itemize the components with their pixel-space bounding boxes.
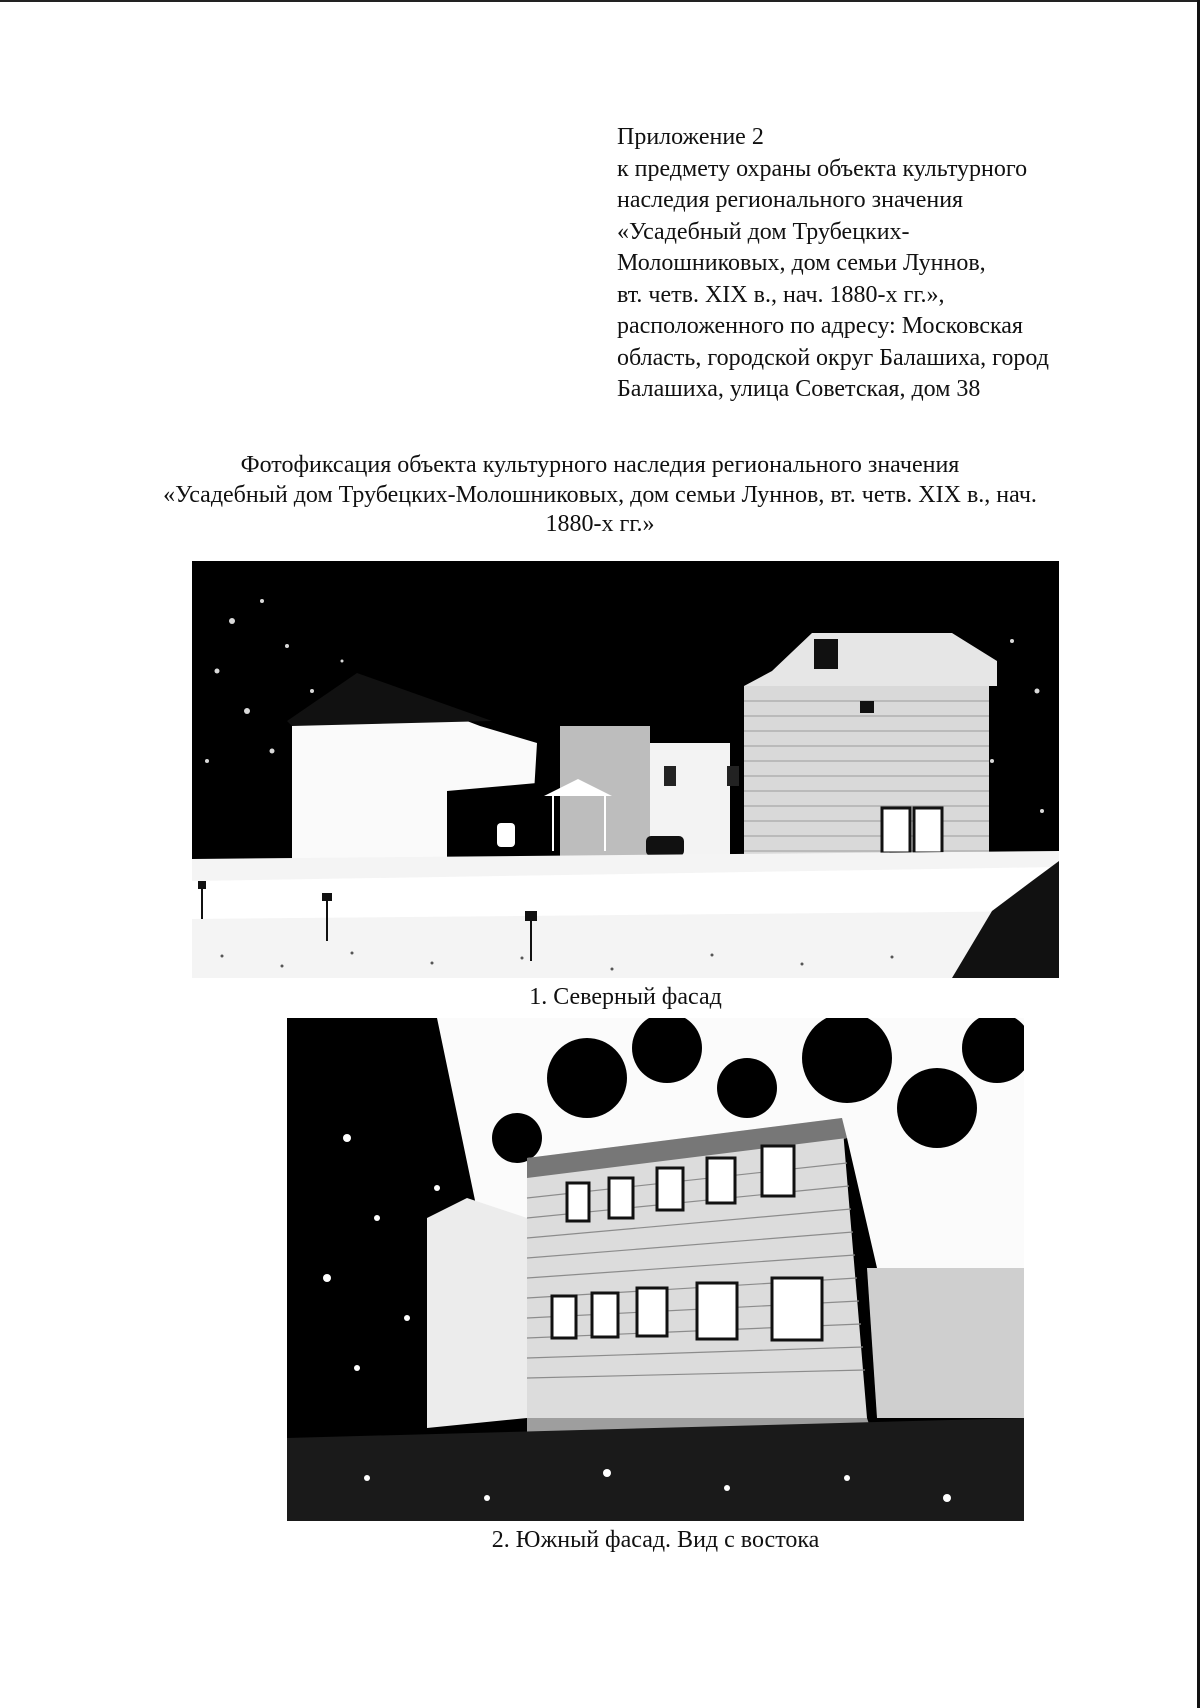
photo-caption-1: 1. Северный фасад <box>529 984 722 1010</box>
heading-line: Фотофиксация объекта культурного наследия регионального значения <box>240 452 960 478</box>
appendix-line: «Усадебный дом Трубецких- <box>617 218 910 245</box>
appendix-line: Молошниковых, дом семьи Луннов, <box>617 250 986 276</box>
appendix-line: область, городской округ Балашиха, город <box>617 344 1049 371</box>
appendix-line: расположенного по адресу: Московская <box>617 313 1023 339</box>
appendix-line: наследия регионального значения <box>617 187 964 213</box>
photo-caption-2: 2. Южный фасад. Вид с востока <box>491 1527 820 1553</box>
document-heading <box>80 451 1120 540</box>
scan-edge-top <box>0 0 1200 2</box>
appendix-block <box>617 122 1177 406</box>
heading-line: «Усадебный дом Трубецких-Молошниковых, дом семьи Луннов, вт. четв. XIX в., нач. <box>163 481 1037 508</box>
appendix-line: вт. четв. XIX в., нач. 1880-х гг.», <box>617 281 945 308</box>
appendix-line: к предмету охраны объекта культурного <box>617 155 1028 182</box>
north-facade-photo <box>192 561 1059 978</box>
appendix-line: Балашиха, улица Советская, дом 38 <box>617 376 981 402</box>
heading-line: 1880-х гг.» <box>545 511 655 537</box>
south-facade-photo <box>287 1018 1024 1521</box>
appendix-line: Приложение 2 <box>617 124 764 150</box>
